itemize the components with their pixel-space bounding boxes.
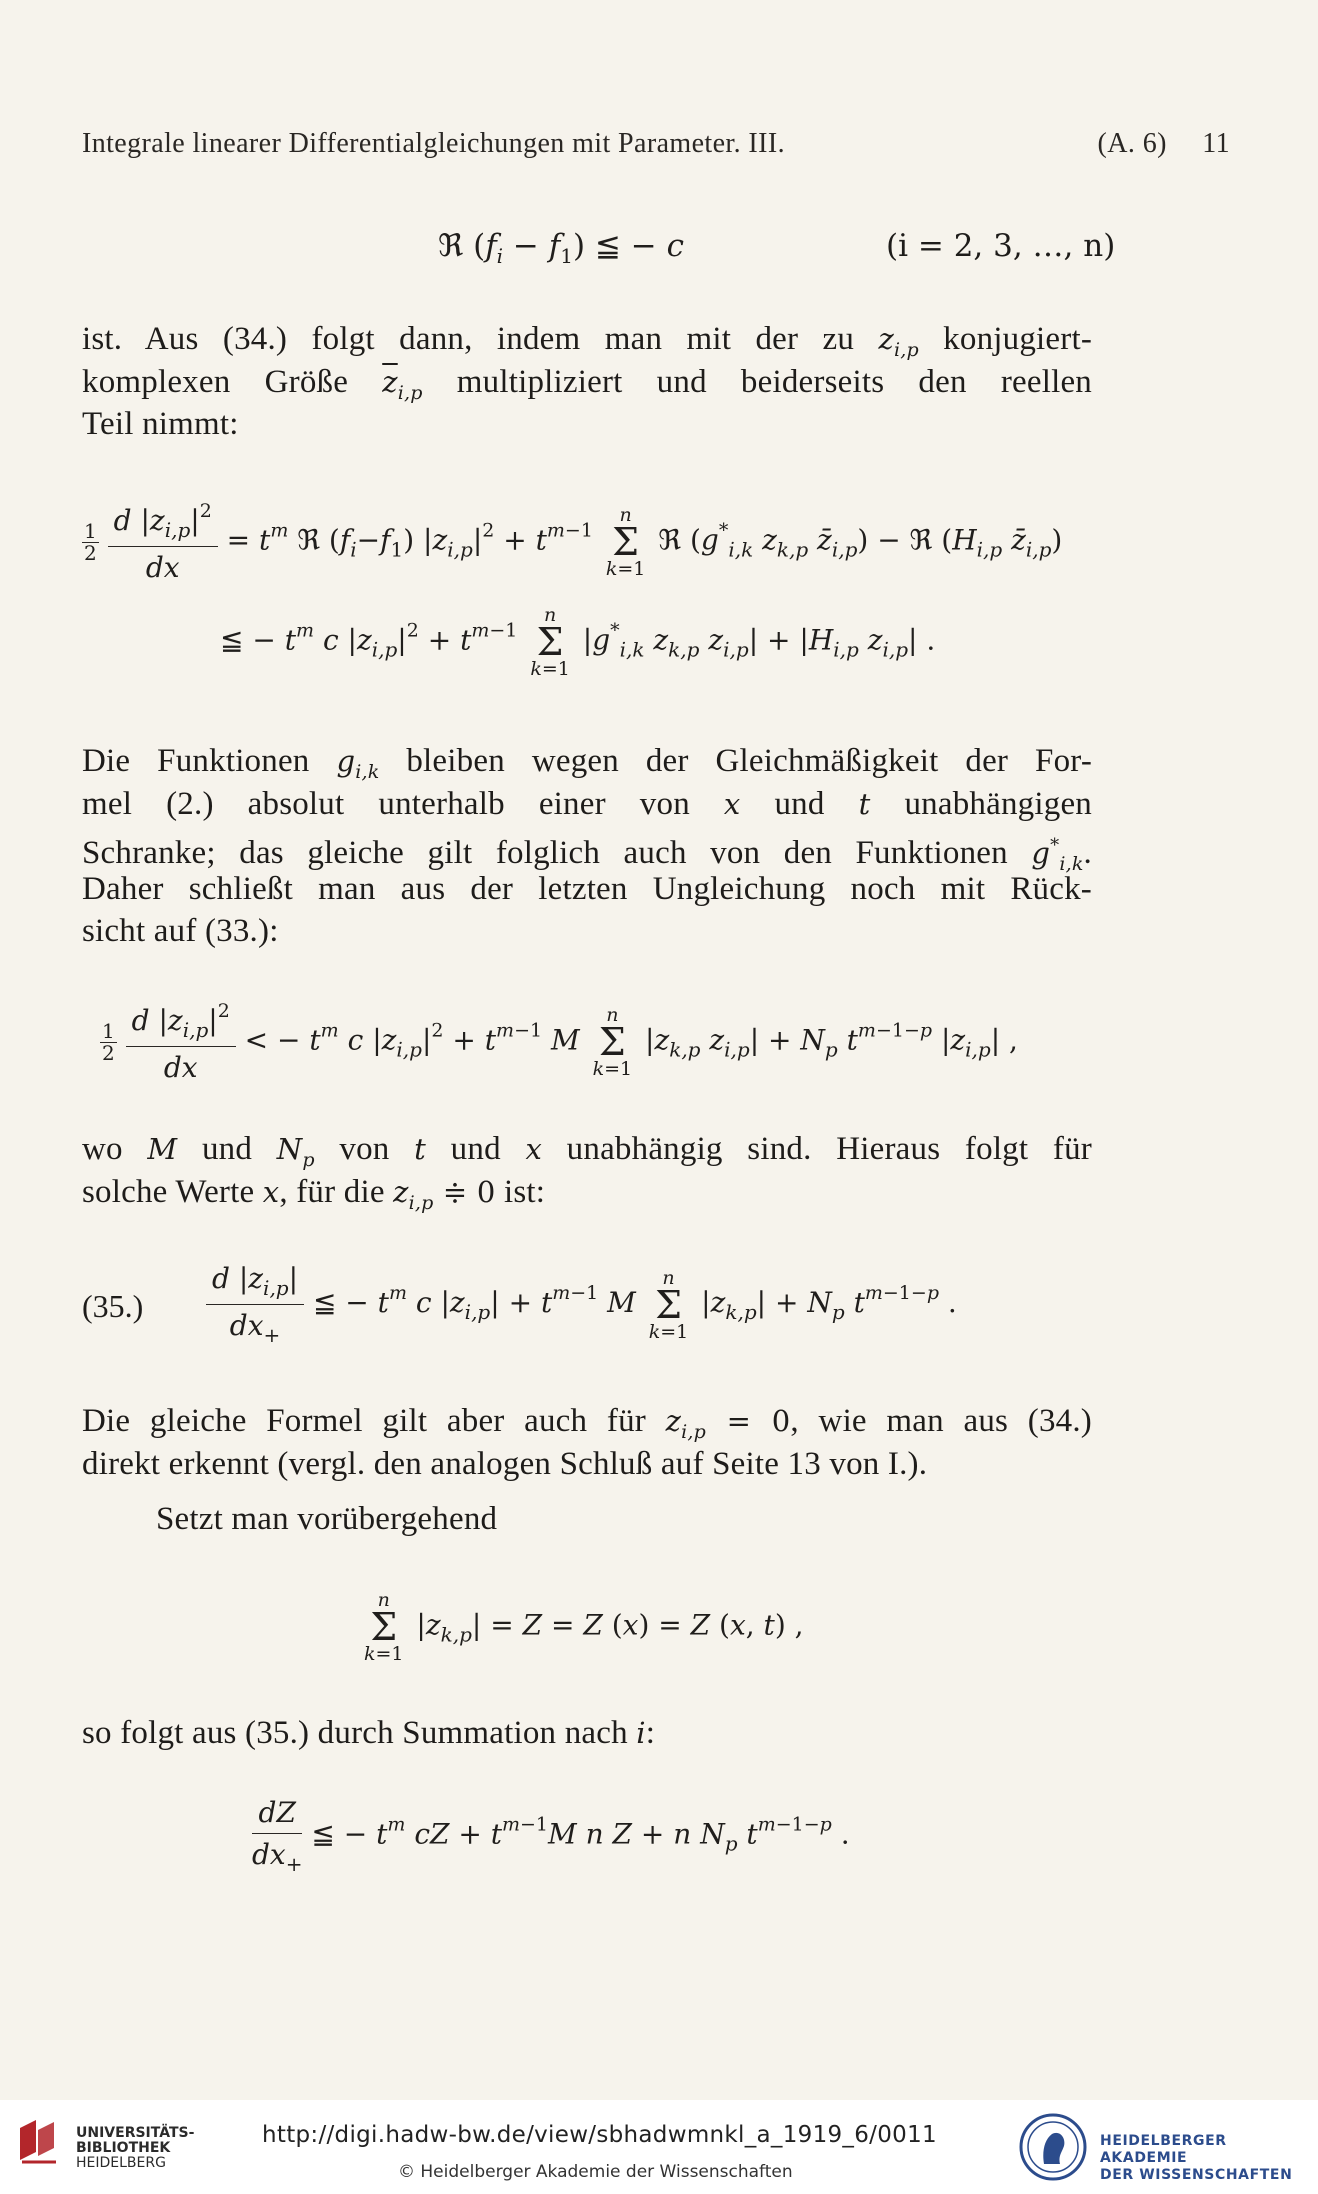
equation-derivative-1-bound: ≦ − $t^m$ c $|z_{i,p}|^2 + t^{m-1}$ n Σ k=1 $|g^*_{i,k}$ $z_{k,p}$ $z_{i,p}| + |H_{i,p}$ $z_{i,p}|$ . — [220, 604, 936, 680]
para3-text: solche Werte — [82, 1173, 263, 1210]
para1-text: komplexen Größe — [82, 363, 383, 400]
para3-text: ist: — [495, 1173, 546, 1210]
paragraph-5 — [156, 1498, 1056, 1541]
para1-text: konjugiert- — [918, 321, 1093, 357]
equation-35: $\frac{d |z_{i,p}|}{dx_+}$ ≦ − $t^m$ c $|z_{i,p}| + t^{m-1}$ M n Σ k=1 $|z_{k,p}| + N_p$ $t^{m-1-p}$ . — [206, 1262, 957, 1347]
para2-text: Schranke; das gleiche gilt folglich auch von den Funktionen — [82, 835, 1008, 871]
para2-text: Daher schließt man aus der letzten Ungleichung noch mit Rück- — [82, 870, 1092, 907]
para3-text: von — [314, 1131, 415, 1167]
university-library-logo-icon — [14, 2116, 64, 2166]
running-head-right — [1098, 128, 1230, 160]
para6-text: so folgt aus (35.) durch Summation nach — [82, 1715, 637, 1751]
para2-text: unabhängigen — [870, 785, 1092, 822]
para1-text: ist. Aus (34.) folgt dann, indem man mit der zu — [82, 321, 879, 357]
para5-text: Setzt man vorübergehend — [156, 1501, 498, 1537]
copyright-notice: © Heidelberger Akademie der Wissenschaften — [398, 2162, 793, 2182]
para4-text: Die gleiche Formel gilt aber auch für — [82, 1403, 666, 1439]
running-head — [82, 128, 1230, 160]
para2-text: bleiben wegen der Gleichmäßigkeit der For- — [379, 743, 1093, 779]
page-number: 11 — [1202, 128, 1230, 159]
paragraph-6: so folgt aus (35.) durch Summation nach i: — [82, 1715, 656, 1751]
para4-text: direkt erkennt (vergl. den analogen Schluß auf Seite 13 von I.). — [82, 1445, 928, 1482]
running-head-title: Integrale linearer Differentialgleichungen mit Parameter. III. — [82, 128, 785, 159]
para2-text: sicht auf (33.): — [82, 913, 279, 949]
para2-text: mel (2.) absolut unterhalb einer von — [82, 785, 724, 822]
para3-text: und — [426, 1131, 526, 1167]
para3-text: , für die — [279, 1173, 394, 1210]
footer-bar — [0, 2100, 1318, 2194]
paragraph-4: Die gleiche Formel gilt aber auch für $z_{i,p} = 0$, wie man aus (34.) direkt erkennt (vergl. den analogen Schluß auf Seite 13 von I.). — [82, 1400, 1092, 1485]
equation-35-label: (35.) — [82, 1288, 144, 1324]
equation-Z-definition: n Σ k=1 $|z_{k,p}| = Z = Z$ (x) = Z (x, t) , — [364, 1589, 804, 1665]
source-url-link[interactable]: http://digi.hadw-bw.de/view/sbhadwmnkl_a_1919_6/0011 — [262, 2122, 937, 2148]
para3-text: unabhängig sind. Hieraus folgt für — [542, 1131, 1092, 1167]
para4-text: , wie man aus (34.) — [790, 1403, 1092, 1439]
academy-name: HEIDELBERGER AKADEMIE DER WISSENSCHAFTEN — [1100, 2133, 1293, 2183]
para3-text: wo — [82, 1131, 148, 1167]
equation-top-condition: (i = 2, 3, …, n) — [886, 228, 1116, 264]
equation-derivative-1: $\frac{1}{2}$ $\frac{d |z_{i,p}|^2}{dx}$ = $t^m$ ℜ $(f_i-f_1) |z_{i,p}|^2 + t^{m-1}$ n Σ k=1 ℜ ($g^*_{i,k}$ $z_{k,p}$ $z̄_{i,p}$) − ℜ ($H_{i,p}$ $z̄_{i,p}$) — [84, 500, 1063, 584]
para2-text: Die Funktionen — [82, 743, 337, 779]
para2-text: und — [740, 785, 859, 822]
para1-text: Teil nimmt: — [82, 406, 239, 442]
equation-Z-derivative: $\frac{dZ}{dx_+}$ ≦ − $t^m$ cZ + $t^{m-1}M$ n Z + n $N_p$ $t^{m-1-p}$ . — [252, 1796, 850, 1876]
academy-seal-logo-icon — [1018, 2112, 1088, 2182]
para6-text: : — [645, 1715, 656, 1751]
paragraph-3: wo M und $N_p$ von t und x unabhängig sind. Hieraus folgt für solche Werte x, für die $z_{i,p}$ ≑ 0 ist: — [82, 1131, 1092, 1214]
paragraph-1: ist. Aus (34.) folgt dann, indem man mit der zu $z_{i,p}$ konjugiert- komplexen Größe $\overline{z}_{i,p}$ multipliziert und beiderseits den reellen Teil nimmt: — [82, 318, 1092, 446]
equation-derivative-2: $\frac{1}{2}$ $\frac{d |z_{i,p}|^2}{dx}$ < − $t^m$ c $|z_{i,p}|^2 + t^{m-1}$ M n Σ k=1 $|z_{k,p}$ $z_{i,p}| + N_p$ $t^{m-1-p}$ $|z_{i,p}|$ , — [102, 1000, 1018, 1084]
university-library-name: UNIVERSITÄTS- BIBLIOTHEK HEIDELBERG — [76, 2125, 195, 2171]
equation-top: ℜ $(f_i - f_1)$ ≦ − c — [438, 228, 684, 268]
running-head-section: (A. 6) — [1097, 128, 1167, 159]
paragraph-2: Die Funktionen $g_{i,k}$ bleiben wegen der Gleichmäßigkeit der For- mel (2.) absolut unterhalb einer von x und t unabhängigen Schranke; das gleiche gilt folglich auch von den Funktionen $g^*_{i,k}$. Daher schließt man aus der letzten Ungleichung noch mit Rück- sicht auf (33.): — [82, 740, 1092, 953]
para3-text: und — [177, 1131, 277, 1167]
para1-text: multipliziert und beiderseits den reellen — [422, 363, 1092, 400]
